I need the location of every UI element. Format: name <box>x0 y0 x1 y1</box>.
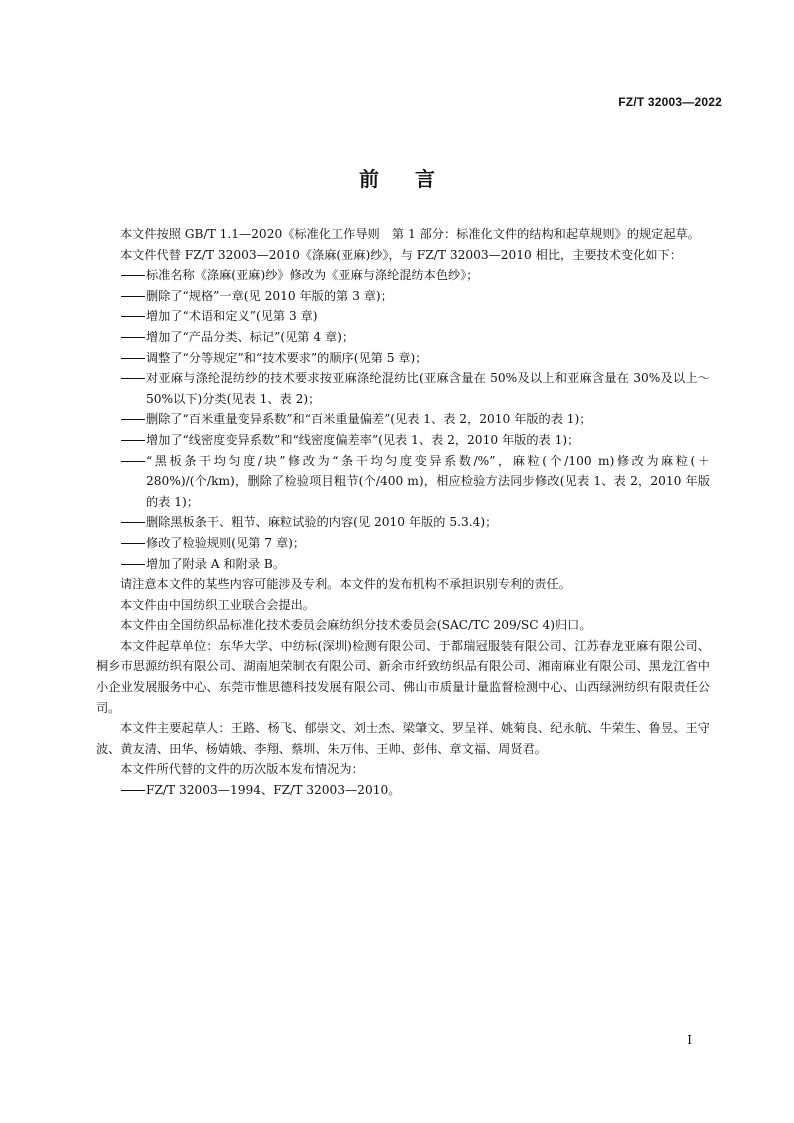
history-item-text: FZ/T 32003—1994、FZ/T 32003—2010。 <box>146 783 401 798</box>
paragraph-committee: 本文件由全国纺织品标准化技术委员会麻纺织分技术委员会(SAC/TC 209/SC 4)归口。 <box>120 618 592 633</box>
list-item-text: 标准名称《涤麻(亚麻)纱》修改为《亚麻与涤纶混纺本色纱》； <box>146 268 479 283</box>
changes-list <box>96 265 710 574</box>
list-item-text: 增加了“线密度变异系数”和“线密度偏差率”(见表 1、表 2，2010 年版的表 1)； <box>146 432 580 447</box>
list-item-text: 删除黑板条干、粗节、麻粒试验的内容(见 2010 年版的 5.3.4)； <box>146 515 498 530</box>
page-title: 前言 <box>359 167 471 191</box>
list-item <box>96 327 710 348</box>
paragraph-history-intro: 本文件所代替的文件的历次版本发布情况为： <box>120 762 364 777</box>
list-item <box>96 265 710 286</box>
list-item <box>96 348 710 369</box>
paragraph-proposer: 本文件由中国纺织工业联合会提出。 <box>120 597 315 612</box>
list-item-text: 增加了附录 A 和附录 B。 <box>146 556 286 571</box>
list-item <box>96 409 710 430</box>
list-item-text: 删除了“规格”一章(见 2010 年版的第 3 章)； <box>146 288 393 303</box>
list-item <box>96 533 710 554</box>
list-item <box>96 286 710 307</box>
list-item-text: 删除了“百米重量变异系数”和“百米重量偏差”(见表 1、表 2，2010 年版的表 1)； <box>146 412 592 427</box>
list-item-text: 对亚麻与涤纶混纺纱的技术要求按亚麻涤纶混纺比(亚麻含量在 50%及以上和亚麻含量在 30%及以上～50%以下)分类(见表 1、表 2)； <box>146 371 710 406</box>
paragraph-drafting-units: 本文件起草单位：东华大学、中纺标(深圳)检测有限公司、于都瑞冠服装有限公司、江苏春龙亚麻有限公司、桐乡市思源纺织有限公司、湖南旭荣制衣有限公司、新余市纤致纺织品有限公司、湘南麻业有限公司、黑龙江省中小企业发展服务中心、东莞市惟思德科技发展有限公司、佛山市质量计量监督检测中心、山西绿洲纺织有限责任公司。 <box>96 638 710 715</box>
document-body <box>96 224 710 801</box>
paragraph-patent-notice: 请注意本文件的某些内容可能涉及专利。本文件的发布机构不承担识别专利的责任。 <box>120 577 571 592</box>
list-item <box>96 306 710 327</box>
page-number: I <box>687 1033 692 1047</box>
list-item-text: “黑板条干均匀度/块”修改为“条干均匀度变异系数/%”，麻粒(个/100 m)修改为麻粒(＋280%)/(个/km)，删除了检验项目粗节(个/400 m)，相应检验方法同步修改(见表 1、表 2，2010 年版的表 1)； <box>146 453 710 509</box>
paragraph-replaces: 本文件代替 FZ/T 32003—2010《涤麻(亚麻)纱》，与 FZ/T 32003—2010 相比，主要技术变化如下： <box>120 247 682 262</box>
list-item-text: 增加了“产品分类、标记”(见第 4 章)； <box>146 329 355 344</box>
list-item <box>96 430 710 451</box>
history-item <box>96 780 710 801</box>
list-item <box>96 554 710 575</box>
list-item-text: 修改了检验规则(见第 7 章)； <box>146 535 306 550</box>
standard-number: FZ/T 32003—2022 <box>618 95 722 109</box>
paragraph-drafting-rules: 本文件按照 GB/T 1.1—2020《标准化工作导则 第 1 部分：标准化文件的结构和起草规则》的规定起草。 <box>120 227 700 241</box>
list-item-text: 调整了“分等规定”和“技术要求”的顺序(见第 5 章)； <box>146 350 428 365</box>
list-item <box>96 368 710 409</box>
paragraph-drafters: 本文件主要起草人：王路、杨飞、郁崇文、刘士杰、梁肇文、罗呈祥、姚菊良、纪永航、牛荣生、鲁昱、王守波、黄友清、田华、杨婧娥、李翔、蔡圳、朱万伟、王帅、彭伟、章文福、周贤君。 <box>96 721 710 756</box>
list-item-text: 增加了“术语和定义”(见第 3 章) <box>146 309 318 324</box>
list-item <box>96 512 710 533</box>
list-item <box>96 451 710 513</box>
